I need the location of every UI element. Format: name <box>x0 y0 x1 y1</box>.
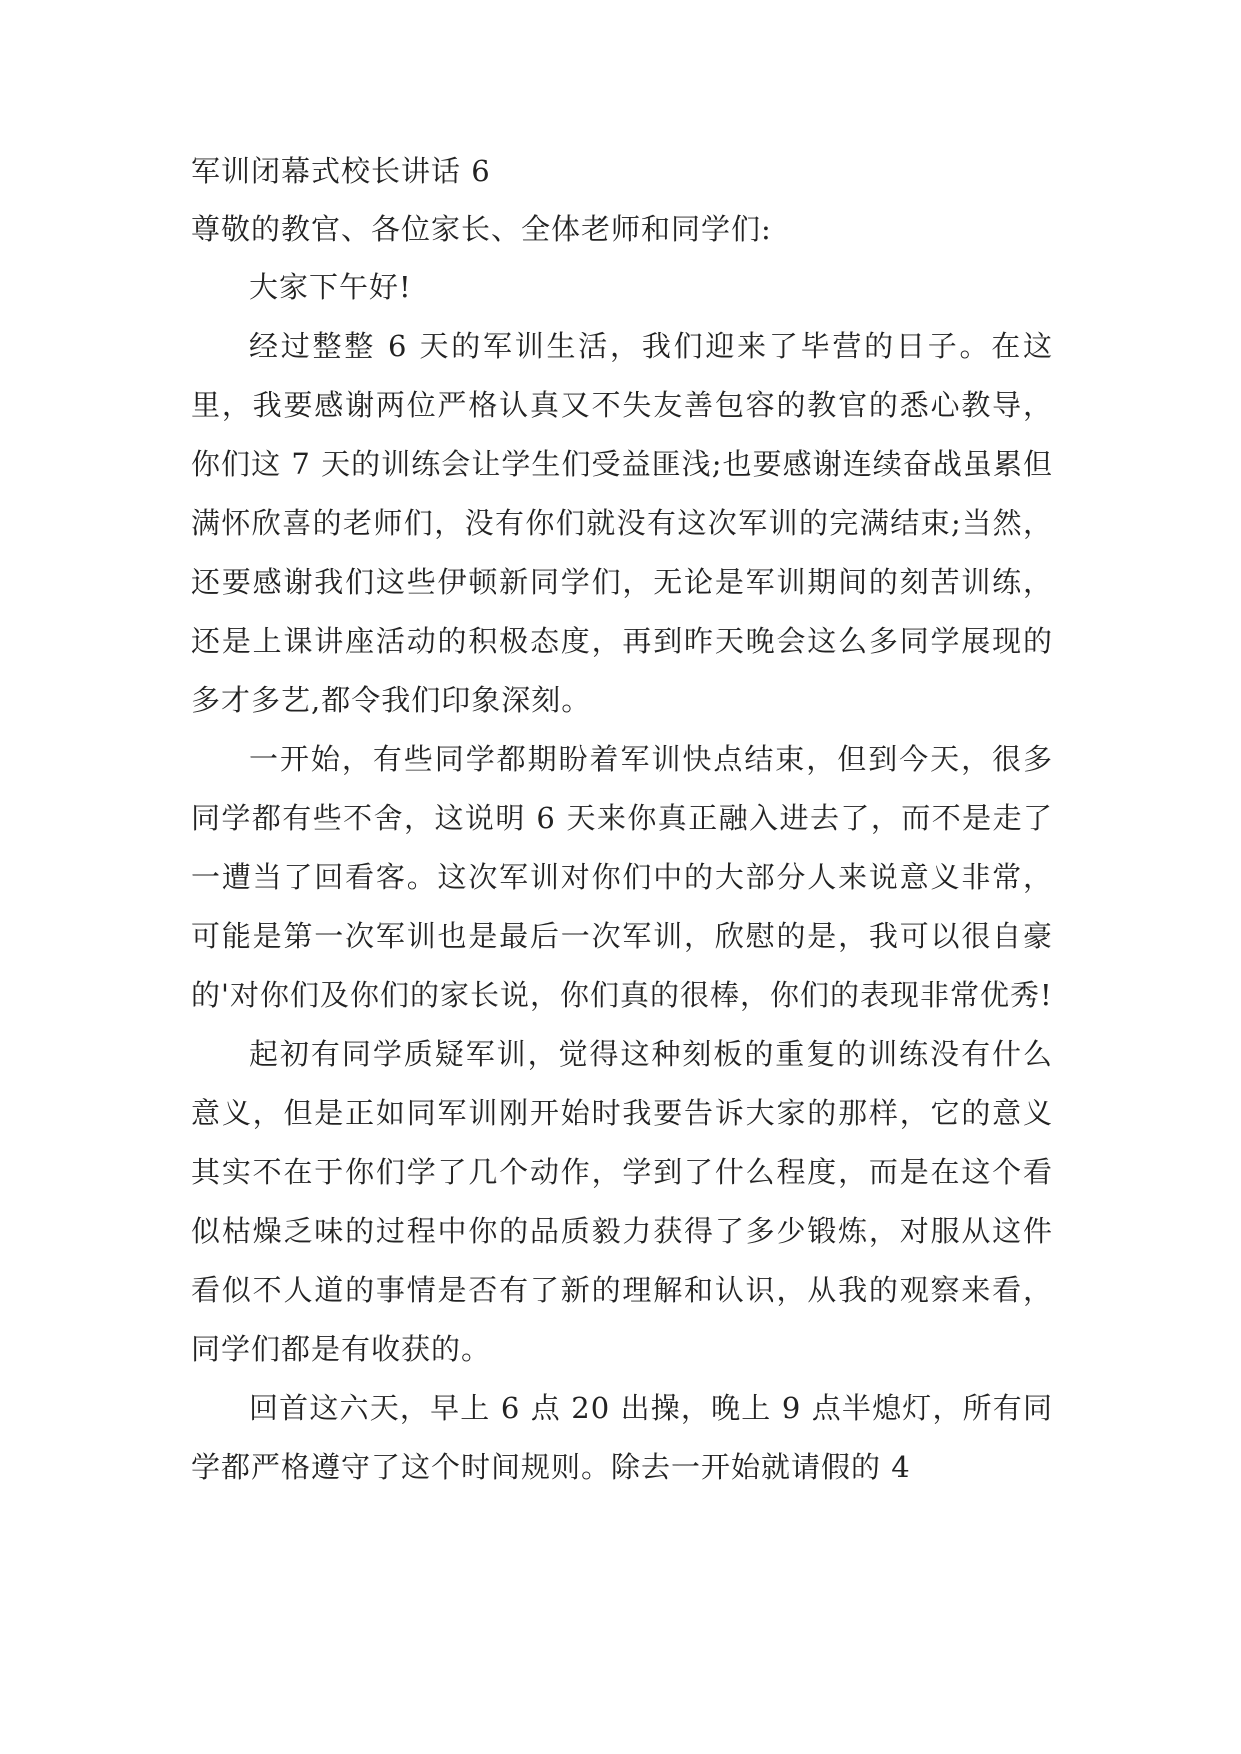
paragraph-thanks: 经过整整 6 天的军训生活，我们迎来了毕营的日子。在这里，我要感谢两位严格认真又不失友善包容的教官的悉心教导，你们这 7 天的训练会让学生们受益匪浅;也要感谢连续奋战虽累但满怀欣喜的老师们，没有你们就没有这次军训的完满结束;当然，还要感谢我们这些伊顿新同学们，无论是军训期间的刻苦训练，还是上课讲座活动的积极态度，再到昨天晚会这么多同学展现的多才多艺,都令我们印象深刻。 <box>191 329 1053 717</box>
paragraph-reluctance: 一开始，有些同学都期盼着军训快点结束，但到今天，很多同学都有些不舍，这说明 6 天来你真正融入进去了，而不是走了一遭当了回看客。这次军训对你们中的大部分人来说意义非常，可能是第一次军训也是最后一次军训，欣慰的是，我可以很自豪的'对你们及你们的家长说，你们真的很棒，你们的表现非常优秀! <box>191 742 1053 1012</box>
document-body <box>191 142 1053 1497</box>
paragraph-schedule: 回首这六天，早上 6 点 20 出操，晚上 9 点半熄灯，所有同学都严格遵守了这个时间规则。除去一开始就请假的 4 <box>191 1391 1053 1484</box>
document-title: 军训闭幕式校长讲话 6 <box>191 154 491 188</box>
paragraph-greeting: 大家下午好! <box>249 270 412 304</box>
paragraph-meaning: 起初有同学质疑军训，觉得这种刻板的重复的训练没有什么意义，但是正如同军训刚开始时我要告诉大家的那样，它的意义其实不在于你们学了几个动作，学到了什么程度，而是在这个看似枯燥乏味的过程中你的品质毅力获得了多少锻炼，对服从这件看似不人道的事情是否有了新的理解和认识，从我的观察来看，同学们都是有收获的。 <box>191 1037 1053 1366</box>
salutation: 尊敬的教官、各位家长、全体老师和同学们: <box>191 212 772 246</box>
